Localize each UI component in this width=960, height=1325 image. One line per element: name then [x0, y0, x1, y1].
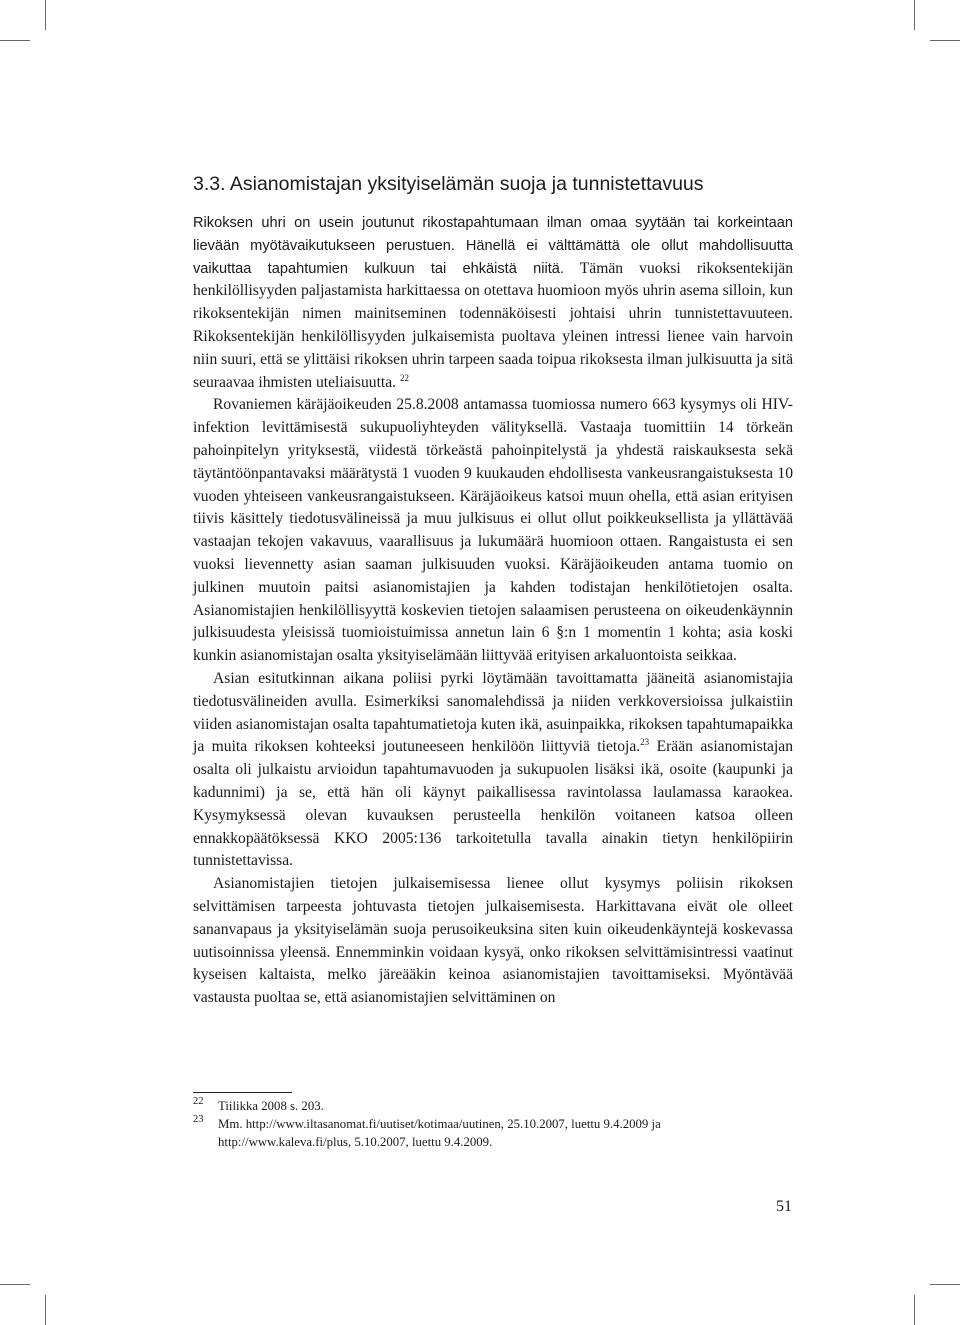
- body-text: [193, 212, 793, 1010]
- footnote-rule: [193, 1092, 292, 1093]
- paragraph-1-rest: Tämän vuoksi rikoksentekijän henkilöllisyyden paljastamista harkittaessa on otettava huomioon myös uhrin asema silloin, kun rikoksentekijän nimen mainitseminen todennäköisesti johtaisi uhrin tunnistettavuuteen. Rikoksentekijän henkilöllisyyden julkaisemista puoltava yleinen intressi lienee vain harvoin niin suuri, että se ylittäisi rikoksen uhrin tarpeen saada toipua rikoksesta ilman julkisuutta ja sitä seuraavaa ihmisten uteliaisuutta.: [193, 259, 794, 391]
- page-number: 51: [776, 1198, 792, 1215]
- paragraph-2: Rovaniemen käräjäoikeuden 25.8.2008 antamassa tuomiossa numero 663 kysymys oli HIV-infektion levittämisestä sukupuoliyhteyden välityksellä. Vastaaja tuomittiin 14 törkeän pahoinpitelyn yrityksestä, viidestä törkeästä pahoinpitelystä ja yhdestä raiskauksesta sekä täytäntöönpantavaksi määrätystä 1 vuoden 9 kuukauden ehdollisesta vankeusrangaistuksesta 10 vuoden yhteiseen vankeusrangaistukseen. Käräjäoikeus katsoi muun ohella, että asian erityisen tiivis käsittely tiedotusvälineissä ja muu julkisuus ei ollut ollut poikkeuksellista ja yllättävää vastaajan tekojen vakavuus, vaarallisuus ja lukumäärä huomioon ottaen. Rangaistusta ei sen vuoksi lievennetty asian saaman julkisuuden vuoksi. Käräjäoikeuden antama tuomio on julkinen muutoin paitsi asianomistajien ja kahden todistajan henkilötietojen osalta. Asianomistajien henkilöllisyyttä koskevien tietojen salaamisen perusteena on oikeudenkäynnin julkisuudesta yleisissä tuomioistuimissa annetun lain 6 §:n 1 momentin 1 kohta; asia koski kunkin asianomistajan osalta yksityiselämään liittyvää erityisen arkaluontoista seikkaa.: [193, 396, 793, 665]
- crop-mark: [930, 40, 960, 41]
- footnote-text: Tiilikka 2008 s. 203.: [218, 1099, 324, 1113]
- paragraph-3-before: Asian esitutkinnan aikana poliisi pyrki löytämään tavoittamatta jääneitä asianomistajia tiedotusvälineiden avulla. Esimerkiksi sanomalehdissä ja niiden verkkoversioissa julkaistiin viiden asianomistajan osalta tapahtumatietoja kuten ikä, asuinpaikka, rikoksen tapahtumapaikka ja muita rikoksen kohteeksi joutuneeseen henkilöön liittyviä tietoja.: [193, 669, 793, 756]
- paragraph-3: [193, 668, 793, 873]
- crop-mark: [45, 1295, 46, 1325]
- footnote-22: [193, 1097, 793, 1115]
- footnotes: [193, 1097, 793, 1151]
- footnote-number: 23: [193, 1114, 204, 1125]
- crop-mark: [914, 0, 915, 30]
- crop-mark: [45, 0, 46, 30]
- footnote-number: 22: [193, 1096, 204, 1107]
- crop-mark: [914, 1295, 915, 1325]
- paragraph-1: [193, 212, 793, 394]
- paragraph-3-after: Erään asianomistajan osalta oli julkaistu arvioidun tapahtumavuoden ja sukupuolen lisäksi ikä, osoite (kaupunki ja kadunnimi) ja se, että hän oli käynyt paikallisessa ravintolassa laulamassa karaokea. Kysymyksessä olevan kuvauksen perusteella henkilön voitaneen katsoa olleen ennakkopäätöksessä KKO 2005:136 tarkoitetulla tavalla ainakin tietyn henkilöpiirin tunnistettavissa.: [193, 738, 793, 870]
- footnote-23: [193, 1115, 793, 1151]
- paragraph-1-sans-part: Rikoksen uhri on usein joutunut rikostapahtumaan ilman omaa syytään tai korkeintaan lievään myötävaikutukseen perustuen. Hänellä ei välttämättä ole ollut mahdollisuutta vaikuttaa tapahtumien kulkuun tai ehkäistä niitä.: [193, 215, 793, 277]
- crop-mark: [0, 40, 30, 41]
- footnote-text: Mm. http://www.iltasanomat.fi/uutiset/kotimaa/uutinen, 25.10.2007, luettu 9.4.2009 ja http://www.kaleva.fi/plus, 5.10.2007, luettu 9.4.2009.: [218, 1117, 661, 1149]
- crop-mark: [930, 1284, 960, 1285]
- footnote-ref-22[interactable]: 22: [400, 372, 409, 383]
- section-heading: 3.3. Asianomistajan yksityiselämän suoja ja tunnistettavuus: [193, 173, 704, 195]
- crop-mark: [0, 1284, 30, 1285]
- footnote-ref-23[interactable]: 23: [640, 737, 650, 748]
- paragraph-4: Asianomistajien tietojen julkaisemisessa lienee ollut kysymys poliisin rikoksen selvittämisen tarpeesta johtuvasta tietojen julkaisemisesta. Harkittavana eivät ole olleet sananvapaus ja yksityiselämän suoja perusoikeuksina siten kuin oikeudenkäyntejä koskevassa uutisoinnissa yleensä. Ennemminkin voidaan kysyä, onko rikoksen selvittämisintressi vaatinut kyseisen kaltaista, melko järeääkin keinoa asianomistajien tavoittamiseksi. Myöntävää vastausta puoltaa se, että asianomistajien selvittäminen on: [193, 875, 793, 1007]
